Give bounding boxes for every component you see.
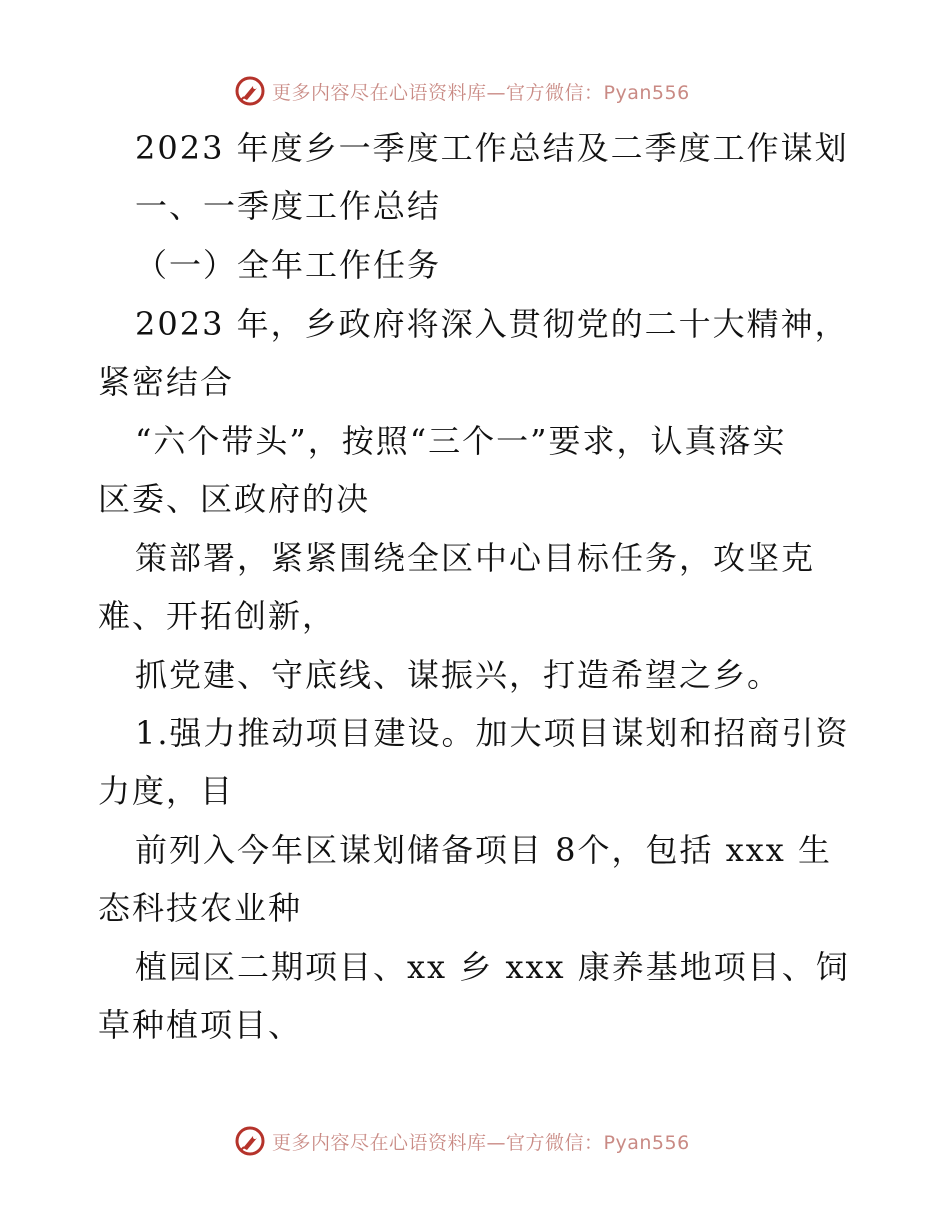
paragraph-line: 前列入今年区谋划储备项目 8个，包括 xxx 生 [135, 831, 833, 869]
watermark-text: 更多内容尽在心语资料库—官方微信：Pyan556 [272, 1131, 690, 1154]
pen-nib-logo-icon [234, 1125, 266, 1157]
paragraph-line: 难、开拓创新， [98, 597, 337, 635]
paragraph-line: 草种植项目、 [98, 1006, 303, 1044]
paragraph-line: 抓党建、守底线、谋振兴，打造希望之乡。 [135, 656, 782, 694]
section-heading: 一、一季度工作总结 [135, 187, 442, 225]
subsection-heading: （一）全年工作任务 [135, 246, 442, 284]
document-title: 2023 年度乡一季度工作总结及二季度工作谋划 [135, 129, 849, 167]
paragraph-line: 2023 年，乡政府将深入贯彻党的二十大精神， [135, 305, 849, 343]
paragraph-line: 力度，目 [98, 772, 235, 810]
paragraph-line: 植园区二期项目、xx 乡 xxx 康养基地项目、饲 [135, 948, 850, 986]
paragraph-line: 态科技农业种 [98, 889, 303, 927]
watermark-text: 更多内容尽在心语资料库—官方微信：Pyan556 [272, 81, 690, 104]
footer-watermark [234, 1124, 690, 1158]
paragraph-line: 策部署，紧紧围绕全区中心目标任务，攻坚克 [135, 539, 816, 577]
paragraph-line: 紧密结合 [98, 363, 235, 401]
paragraph-line: 区委、区政府的决 [98, 480, 371, 518]
paragraph-line: 1.强力推动项目建设。加大项目谋划和招商引资 [135, 714, 850, 752]
paragraph-line: “六个带头”，按照“三个一”要求，认真落实 [135, 422, 787, 460]
